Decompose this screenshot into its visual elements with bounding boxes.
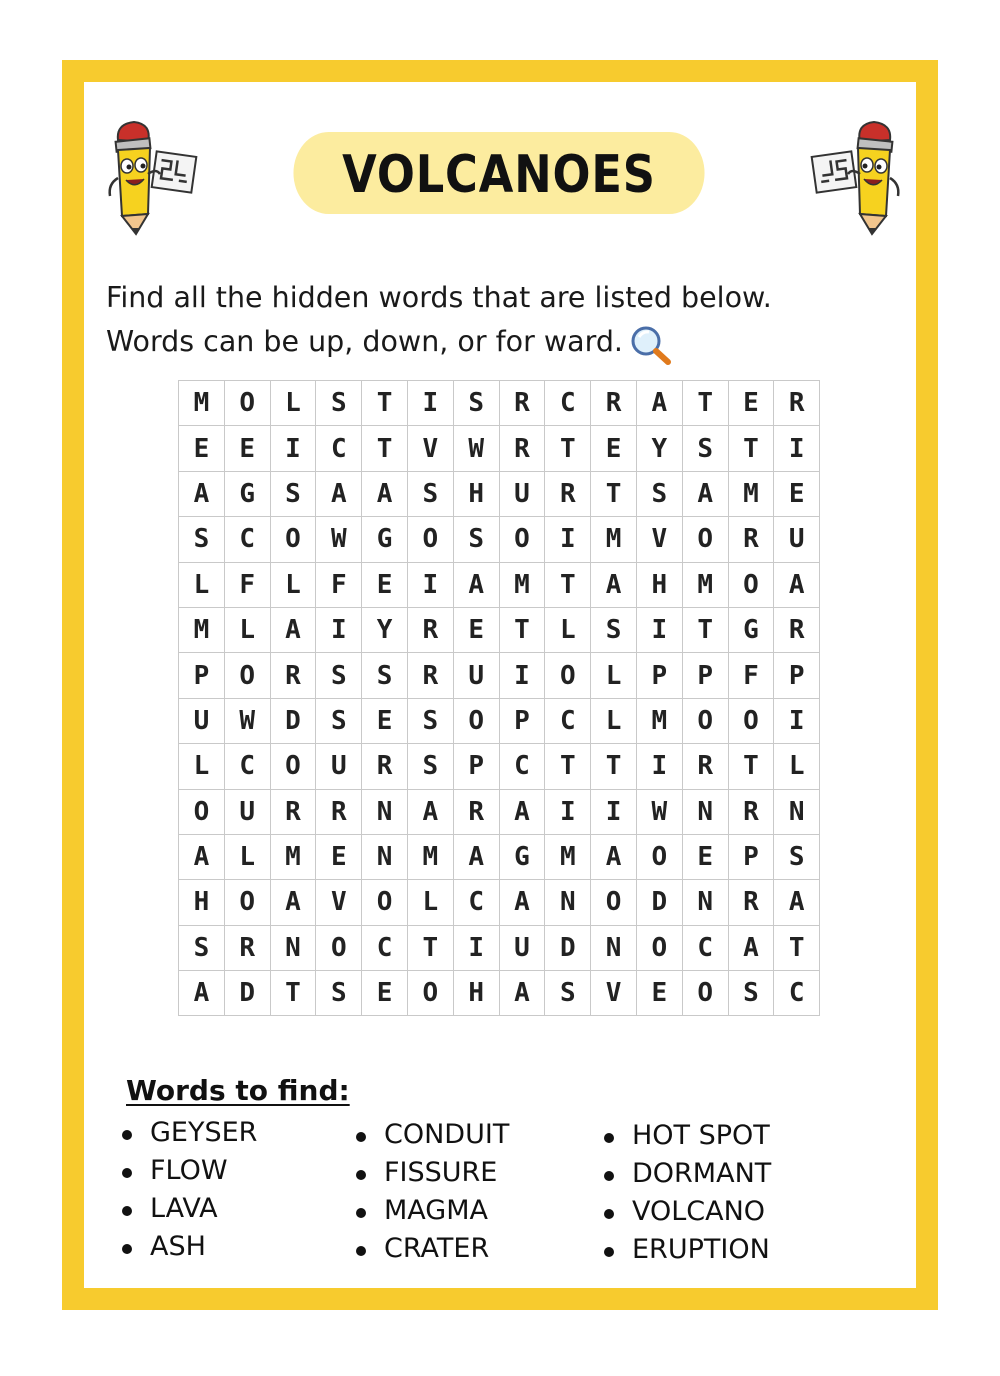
grid-cell: O (224, 880, 270, 925)
grid-cell: C (545, 381, 591, 426)
grid-cell: S (407, 471, 453, 516)
grid-cell: I (316, 607, 362, 652)
grid-cell: I (591, 789, 637, 834)
grid-cell: O (545, 653, 591, 698)
grid-cell: T (774, 925, 820, 970)
grid-cell: S (179, 925, 225, 970)
grid-cell: R (682, 744, 728, 789)
word-list-item: FISSURE (354, 1157, 509, 1195)
grid-cell: T (270, 971, 316, 1016)
grid-cell: A (316, 471, 362, 516)
grid-cell: S (407, 698, 453, 743)
grid-cell: P (453, 744, 499, 789)
grid-cell: R (407, 653, 453, 698)
pencil-mascot-icon (96, 118, 206, 238)
grid-cell: U (316, 744, 362, 789)
grid-cell: O (636, 834, 682, 879)
grid-cell: L (407, 880, 453, 925)
grid-cell: U (774, 517, 820, 562)
grid-cell: E (316, 834, 362, 879)
grid-cell: N (362, 834, 408, 879)
grid-row (179, 426, 820, 471)
grid-cell: A (499, 880, 545, 925)
grid-cell: O (636, 925, 682, 970)
grid-cell: U (453, 653, 499, 698)
grid-cell: C (224, 517, 270, 562)
grid-cell: T (545, 744, 591, 789)
grid-cell: M (591, 517, 637, 562)
grid-cell: V (636, 517, 682, 562)
grid-cell: M (636, 698, 682, 743)
grid-cell: S (453, 517, 499, 562)
grid-cell: V (407, 426, 453, 471)
grid-cell: A (636, 381, 682, 426)
grid-cell: P (774, 653, 820, 698)
grid-cell: I (407, 562, 453, 607)
grid-cell: R (453, 789, 499, 834)
grid-cell: E (179, 426, 225, 471)
instructions (106, 276, 896, 365)
grid-cell: E (682, 834, 728, 879)
grid-cell: S (774, 834, 820, 879)
grid-cell: A (179, 471, 225, 516)
worksheet (84, 82, 916, 1288)
grid-cell: L (224, 607, 270, 652)
grid-cell: P (636, 653, 682, 698)
grid-cell: H (453, 971, 499, 1016)
grid-cell: C (316, 426, 362, 471)
grid-cell: A (774, 562, 820, 607)
grid-cell: O (728, 562, 774, 607)
grid-cell: T (728, 744, 774, 789)
grid-row (179, 653, 820, 698)
grid-cell: M (407, 834, 453, 879)
grid-cell: S (407, 744, 453, 789)
grid-cell: S (316, 653, 362, 698)
grid-cell: A (179, 834, 225, 879)
grid-row (179, 925, 820, 970)
grid-cell: A (591, 562, 637, 607)
grid-cell: P (499, 698, 545, 743)
grid-cell: I (407, 381, 453, 426)
grid-cell: D (224, 971, 270, 1016)
word-list-column-3 (602, 1120, 771, 1272)
grid-cell: M (728, 471, 774, 516)
grid-cell: P (728, 834, 774, 879)
grid-cell: T (362, 426, 408, 471)
word-list-item: CRATER (354, 1233, 509, 1271)
grid-cell: S (636, 471, 682, 516)
word-list-item: HOT SPOT (602, 1120, 771, 1158)
grid-cell: Y (362, 607, 408, 652)
grid-cell: R (499, 381, 545, 426)
word-list-column-2 (354, 1119, 509, 1271)
grid-cell: L (179, 562, 225, 607)
grid-cell: A (728, 925, 774, 970)
word-list-item: ERUPTION (602, 1234, 771, 1272)
grid-cell: I (270, 426, 316, 471)
page-title: VOLCANOES (293, 132, 704, 214)
grid-cell: D (636, 880, 682, 925)
grid-cell: O (407, 517, 453, 562)
grid-cell: R (728, 789, 774, 834)
grid-cell: R (316, 789, 362, 834)
grid-cell: S (316, 381, 362, 426)
grid-cell: S (682, 426, 728, 471)
grid-cell: I (453, 925, 499, 970)
grid-cell: O (591, 880, 637, 925)
grid-cell: N (545, 880, 591, 925)
grid-cell: N (682, 789, 728, 834)
grid-cell: R (774, 607, 820, 652)
grid-cell: N (774, 789, 820, 834)
grid-cell: C (682, 925, 728, 970)
grid-cell: T (682, 607, 728, 652)
word-list-item: CONDUIT (354, 1119, 509, 1157)
grid-cell: L (179, 744, 225, 789)
grid-cell: I (636, 607, 682, 652)
grid-cell: A (270, 880, 316, 925)
grid-cell: G (362, 517, 408, 562)
grid-cell: P (179, 653, 225, 698)
grid-cell: A (179, 971, 225, 1016)
grid-cell: E (728, 381, 774, 426)
grid-cell: L (591, 698, 637, 743)
grid-row (179, 562, 820, 607)
grid-cell: A (453, 562, 499, 607)
grid-cell: T (728, 426, 774, 471)
grid-cell: P (682, 653, 728, 698)
grid-cell: N (682, 880, 728, 925)
grid-cell: G (224, 471, 270, 516)
grid-cell: O (270, 517, 316, 562)
word-list-column-1 (120, 1117, 257, 1269)
grid-cell: E (362, 971, 408, 1016)
grid-cell: S (316, 971, 362, 1016)
grid-cell: A (591, 834, 637, 879)
grid-row (179, 834, 820, 879)
grid-cell: O (179, 789, 225, 834)
grid-cell: N (591, 925, 637, 970)
grid-cell: W (636, 789, 682, 834)
grid-cell: R (407, 607, 453, 652)
grid-cell: E (591, 426, 637, 471)
grid-cell: A (774, 880, 820, 925)
grid-cell: I (499, 653, 545, 698)
grid-cell: R (591, 381, 637, 426)
grid-cell: S (453, 381, 499, 426)
grid-cell: R (545, 471, 591, 516)
grid-row (179, 971, 820, 1016)
grid-cell: R (270, 653, 316, 698)
grid-cell: H (636, 562, 682, 607)
grid-cell: T (591, 744, 637, 789)
grid-cell: W (224, 698, 270, 743)
grid-cell: G (728, 607, 774, 652)
grid-cell: L (270, 381, 316, 426)
grid-cell: L (774, 744, 820, 789)
grid-cell: S (728, 971, 774, 1016)
grid-cell: T (545, 562, 591, 607)
grid-cell: R (728, 880, 774, 925)
grid-cell: S (270, 471, 316, 516)
grid-cell: O (682, 517, 728, 562)
grid-cell: E (774, 471, 820, 516)
grid-cell: L (224, 834, 270, 879)
instructions-line-2 (106, 320, 896, 365)
grid-cell: M (179, 607, 225, 652)
grid-cell: E (453, 607, 499, 652)
grid-cell: V (591, 971, 637, 1016)
pencil-mascot-icon (802, 118, 912, 238)
grid-cell: F (316, 562, 362, 607)
grid-cell: I (545, 517, 591, 562)
grid-cell: R (774, 381, 820, 426)
grid-cell: U (499, 925, 545, 970)
grid-cell: H (179, 880, 225, 925)
grid-cell: R (728, 517, 774, 562)
grid-cell: I (636, 744, 682, 789)
grid-cell: D (545, 925, 591, 970)
grid-cell: T (545, 426, 591, 471)
grid-cell: N (362, 789, 408, 834)
grid-cell: R (224, 925, 270, 970)
grid-cell: A (407, 789, 453, 834)
grid-cell: S (362, 653, 408, 698)
grid-cell: T (591, 471, 637, 516)
grid-cell: C (545, 698, 591, 743)
grid-cell: O (316, 925, 362, 970)
grid-cell: L (545, 607, 591, 652)
grid-cell: O (407, 971, 453, 1016)
grid-cell: C (362, 925, 408, 970)
grid-cell: W (316, 517, 362, 562)
word-list-item: VOLCANO (602, 1196, 771, 1234)
magnifying-glass-icon (629, 325, 673, 365)
grid-cell: M (682, 562, 728, 607)
grid-cell: O (224, 381, 270, 426)
grid-cell: A (453, 834, 499, 879)
grid-row (179, 698, 820, 743)
grid-cell: C (774, 971, 820, 1016)
grid-cell: A (682, 471, 728, 516)
grid-cell: M (179, 381, 225, 426)
words-to-find-heading: Words to find: (126, 1074, 350, 1107)
grid-cell: I (774, 426, 820, 471)
grid-cell: V (316, 880, 362, 925)
grid-cell: N (270, 925, 316, 970)
grid-cell: I (774, 698, 820, 743)
grid-cell: F (728, 653, 774, 698)
grid-row (179, 744, 820, 789)
grid-cell: A (270, 607, 316, 652)
word-list-item: LAVA (120, 1193, 257, 1231)
grid-cell: S (316, 698, 362, 743)
grid-cell: L (270, 562, 316, 607)
grid-cell: A (362, 471, 408, 516)
grid-row (179, 607, 820, 652)
grid-cell: O (270, 744, 316, 789)
grid-cell: O (453, 698, 499, 743)
grid-cell: U (224, 789, 270, 834)
grid-row (179, 880, 820, 925)
grid-cell: U (499, 471, 545, 516)
instructions-line-1: Find all the hidden words that are listed below. (106, 281, 772, 314)
grid-row (179, 517, 820, 562)
grid-cell: C (499, 744, 545, 789)
word-search-grid (178, 380, 820, 1016)
grid-cell: M (499, 562, 545, 607)
grid-cell: E (224, 426, 270, 471)
grid-cell: F (224, 562, 270, 607)
grid-cell: M (270, 834, 316, 879)
grid-cell: A (499, 971, 545, 1016)
grid-cell: E (362, 562, 408, 607)
grid-cell: T (682, 381, 728, 426)
grid-cell: M (545, 834, 591, 879)
grid-cell: D (270, 698, 316, 743)
grid-cell: O (728, 698, 774, 743)
grid-cell: E (636, 971, 682, 1016)
page-border (62, 60, 938, 1310)
word-list-item: MAGMA (354, 1195, 509, 1233)
grid-cell: T (407, 925, 453, 970)
grid-cell: O (224, 653, 270, 698)
grid-cell: E (362, 698, 408, 743)
grid-cell: C (224, 744, 270, 789)
grid-cell: R (362, 744, 408, 789)
grid-cell: R (499, 426, 545, 471)
grid-cell: C (453, 880, 499, 925)
grid-cell: G (499, 834, 545, 879)
grid-cell: O (682, 971, 728, 1016)
grid-cell: T (499, 607, 545, 652)
grid-cell: W (453, 426, 499, 471)
word-list-item: DORMANT (602, 1158, 771, 1196)
instructions-line-2-text: Words can be up, down, or for ward. (106, 325, 623, 358)
word-list-item: FLOW (120, 1155, 257, 1193)
grid-cell: H (453, 471, 499, 516)
grid-cell: L (591, 653, 637, 698)
grid-cell: A (499, 789, 545, 834)
grid-cell: S (591, 607, 637, 652)
grid-cell: S (179, 517, 225, 562)
grid-cell: O (682, 698, 728, 743)
word-list-item: GEYSER (120, 1117, 257, 1155)
word-list-item: ASH (120, 1231, 257, 1269)
grid-cell: U (179, 698, 225, 743)
grid-cell: O (499, 517, 545, 562)
grid-row (179, 381, 820, 426)
grid-row (179, 789, 820, 834)
grid-row (179, 471, 820, 516)
grid-cell: S (545, 971, 591, 1016)
grid-cell: Y (636, 426, 682, 471)
grid-cell: T (362, 381, 408, 426)
grid-cell: O (362, 880, 408, 925)
grid-cell: R (270, 789, 316, 834)
grid-cell: I (545, 789, 591, 834)
